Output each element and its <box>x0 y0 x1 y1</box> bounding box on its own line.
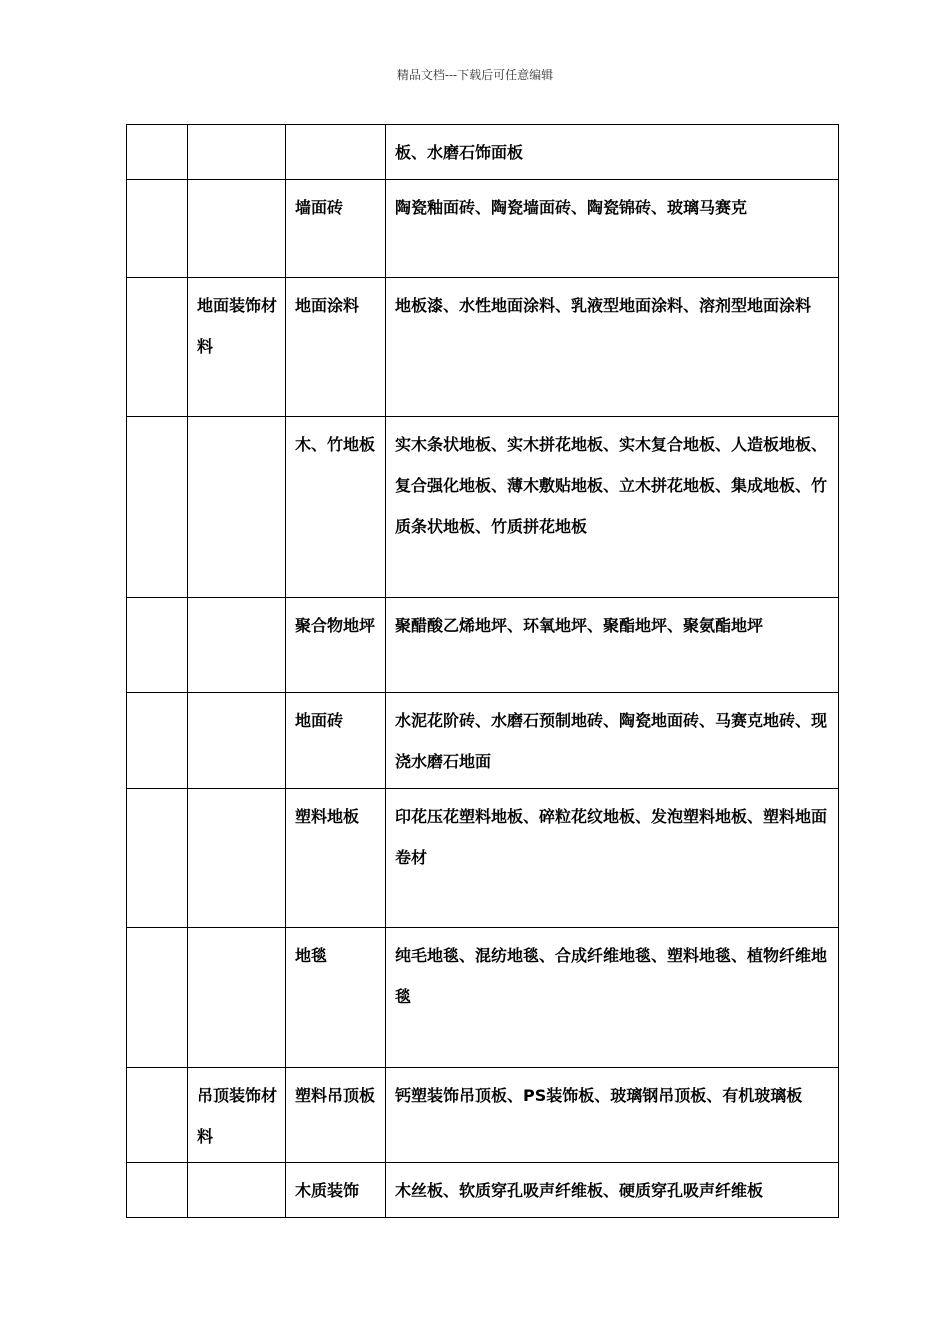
cell-items: 地板漆、水性地面涂料、乳液型地面涂料、溶剂型地面涂料 <box>386 278 839 417</box>
cell-category <box>188 693 286 789</box>
table-row <box>127 928 839 1068</box>
cell-col1 <box>127 789 188 928</box>
cell-type: 墙面砖 <box>286 180 386 278</box>
cell-items: 水泥花阶砖、水磨石预制地砖、陶瓷地面砖、马赛克地砖、现浇水磨石地面 <box>386 693 839 789</box>
cell-type: 塑料地板 <box>286 789 386 928</box>
cell-items: 印花压花塑料地板、碎粒花纹地板、发泡塑料地板、塑料地面卷材 <box>386 789 839 928</box>
cell-category <box>188 417 286 598</box>
cell-items: 实木条状地板、实木拼花地板、实木复合地板、人造板地板、复合强化地板、薄木敷贴地板、立木拼花地板、集成地板、竹质条状地板、竹质拼花地板 <box>386 417 839 598</box>
cell-type: 塑料吊顶板 <box>286 1068 386 1163</box>
cell-items: 板、水磨石饰面板 <box>386 125 839 180</box>
cell-type <box>286 125 386 180</box>
cell-col1 <box>127 278 188 417</box>
cell-col1 <box>127 180 188 278</box>
cell-col1 <box>127 417 188 598</box>
table-row <box>127 693 839 789</box>
cell-items: 纯毛地毯、混纺地毯、合成纤维地毯、塑料地毯、植物纤维地毯 <box>386 928 839 1068</box>
cell-items: 聚醋酸乙烯地坪、环氧地坪、聚酯地坪、聚氨酯地坪 <box>386 598 839 693</box>
cell-items: 陶瓷釉面砖、陶瓷墙面砖、陶瓷锦砖、玻璃马赛克 <box>386 180 839 278</box>
cell-type: 聚合物地坪 <box>286 598 386 693</box>
cell-category <box>188 928 286 1068</box>
table-row <box>127 417 839 598</box>
cell-col1 <box>127 928 188 1068</box>
cell-category <box>188 1163 286 1218</box>
table-row <box>127 789 839 928</box>
cell-category: 地面装饰材料 <box>188 278 286 417</box>
cell-col1 <box>127 125 188 180</box>
cell-category <box>188 125 286 180</box>
cell-col1 <box>127 1163 188 1218</box>
materials-table <box>126 124 839 1218</box>
cell-category <box>188 789 286 928</box>
table-row <box>127 1163 839 1218</box>
cell-category: 吊顶装饰材料 <box>188 1068 286 1163</box>
cell-col1 <box>127 1068 188 1163</box>
cell-type: 木、竹地板 <box>286 417 386 598</box>
cell-items: 钙塑装饰吊顶板、PS装饰板、玻璃钢吊顶板、有机玻璃板 <box>386 1068 839 1163</box>
cell-items: 木丝板、软质穿孔吸声纤维板、硬质穿孔吸声纤维板 <box>386 1163 839 1218</box>
cell-category <box>188 598 286 693</box>
cell-type: 地毯 <box>286 928 386 1068</box>
table-row <box>127 278 839 417</box>
page-header: 精品文档---下载后可任意编辑 <box>396 68 554 82</box>
table-row <box>127 125 839 180</box>
cell-col1 <box>127 693 188 789</box>
table-row <box>127 598 839 693</box>
table-row <box>127 180 839 278</box>
cell-col1 <box>127 598 188 693</box>
cell-type: 地面砖 <box>286 693 386 789</box>
cell-type: 地面涂料 <box>286 278 386 417</box>
table-row <box>127 1068 839 1163</box>
cell-category <box>188 180 286 278</box>
cell-type: 木质装饰 <box>286 1163 386 1218</box>
